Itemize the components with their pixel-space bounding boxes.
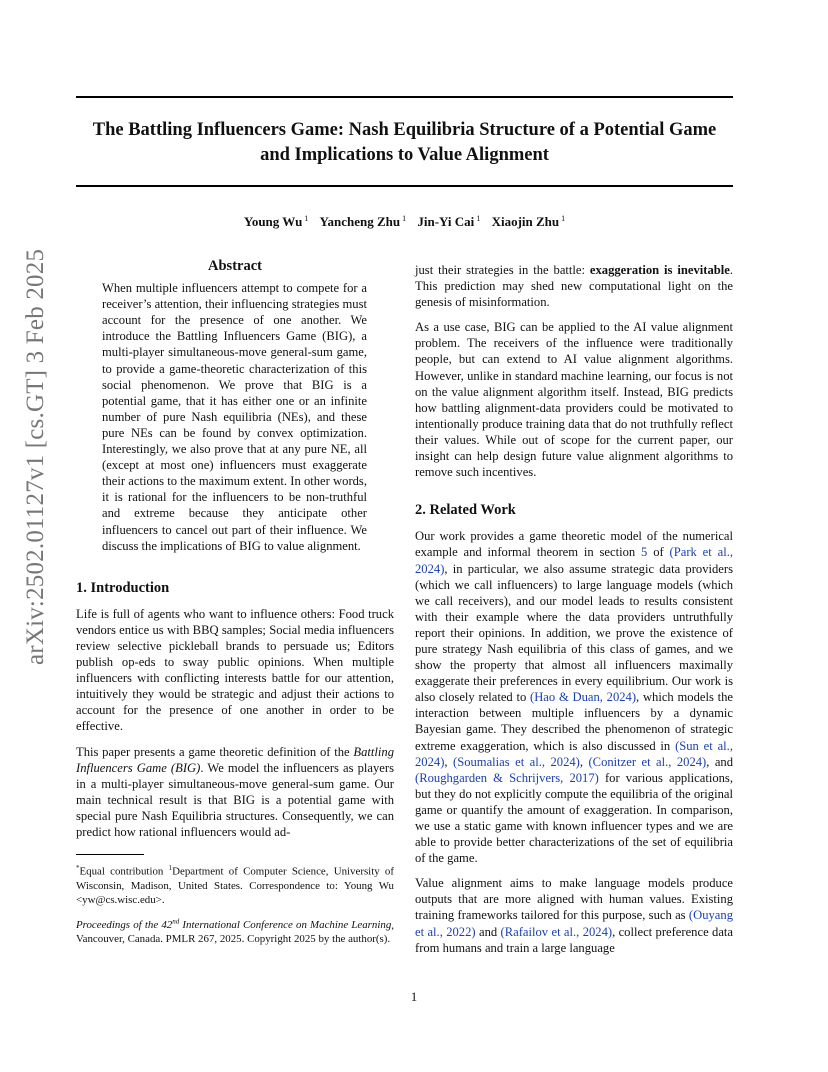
author-list xyxy=(76,214,733,230)
footnote-rule xyxy=(76,854,144,855)
author: Jin-Yi Cai $^1$ xyxy=(417,214,481,230)
intro-paragraph: This paper presents a game theoretic definition of the Battling Influencers Game (BIG). We model the influencers as players in a multi-player simultaneous-move general-sum game. Our main technical result is that BIG is a potential game with special pure Nash Equilibria structures. Consequently, we can predict how rational influencers would ad- xyxy=(76,744,394,839)
author: Young Wu $^1$ xyxy=(243,214,309,230)
title-rule-top xyxy=(76,96,733,98)
related-work-paragraph: Our work provides a game theoretic model of the numerical example and informal theorem in section 5 of (Park et al., 2024), in particular, we also assume strategic data providers (which we call influencers) to large language models (which we call receivers), and our model leads to results consistent with their example where the data providers untruthfully report their opinions. In addition, we prove the existence of pure strategy Nash equilibria of this class of games, and we show the property that almost all influencers maximally exaggerate their preferences in every equilibrium. Our work is also closely related to (Hao & Duan, 2024), which models the interaction between multiple influencers by a dynamic Bayesian game. They described the phenomenon of strategic extreme exaggeration, which is also discussed in (Sun et al., 2024), (Soumalias et al., 2024), (Conitzer et al., 2024), and (Roughgarden & Schrijvers, 2017) for various applications, but they do not explicitly compute the equilibria of the original game or quantify the amount of exaggeration. In comparison, we use a static game with known influencer types and we are able to provide better characterizations of the set of equilibria of the game. xyxy=(415,529,734,866)
author: Yancheng Zhu $^1$ xyxy=(319,214,407,230)
footnote-affiliation: *Equal contribution $^1$Department of Computer Science, University of Wisconsin, Madison, United States. Correspondence to: Young Wu <yw@cs.wisc.edu>. xyxy=(76,864,394,906)
citation-link[interactable]: (Soumalias et al., 2024) xyxy=(453,754,580,769)
paper-title: The Battling Influencers Game: Nash Equilibria Structure of a Potential Game and Implications to Value Alignment xyxy=(92,120,717,165)
citation-link[interactable]: (Roughgarden & Schrijvers, 2017) xyxy=(415,770,599,785)
left-column xyxy=(76,258,394,954)
author: Xiaojin Zhu $^1$ xyxy=(491,214,566,230)
citation-link[interactable]: (Conitzer et al., 2024) xyxy=(588,754,707,769)
citation-link[interactable]: (Ouyang et al., 2022) xyxy=(415,908,733,939)
citation-link[interactable]: (Rafailov et al., 2024) xyxy=(500,924,613,939)
citation-link[interactable]: (Park et al., 2024) xyxy=(415,545,733,576)
section-reference-link[interactable]: 5 xyxy=(641,545,648,560)
section-heading-introduction: 1. Introduction xyxy=(76,579,170,596)
page-number: 1 xyxy=(410,990,418,1004)
right-column xyxy=(415,262,733,965)
abstract-heading: Abstract xyxy=(208,258,262,274)
arxiv-identifier: arXiv:2502.01127v1 [cs.GT] 3 Feb 2025 xyxy=(22,248,49,665)
body-paragraph: just their strategies in the battle: exaggeration is inevitable. This prediction may shed new computational light on the genesis of misinformation. xyxy=(415,263,733,310)
abstract-text: When multiple influencers attempt to compete for a receiver’s attention, their influencing strategies must account for the presence of one another. We introduce the Battling Influencers Game (BIG), a multi-player simultaneous-move general-sum game, to provide a game-theoretic characterization of this social phenomenon. We prove that BIG is a potential game, that it has either one or an infinite number of pure Nash equilibria (NEs), and these pure NEs can be found by convex optimization. Interestingly, we also prove that at any pure NE, all (except at most one) influencers must exaggerate their actions to the maximum extent. In other words, it is rational for the influencers to be non-truthful and extreme because they anticipate other influencers to cancel out part of their influence. We discuss the implications of BIG to value alignment. xyxy=(102,281,367,553)
citation-link[interactable]: (Sun et al., 2024) xyxy=(415,738,733,769)
citation-link[interactable]: (Hao & Duan, 2024) xyxy=(530,690,637,705)
intro-paragraph: Life is full of agents who want to influence others: Food truck vendors entice us with BBQ samples; Social media influencers review selective pickleball brands to persuade us; Editors publish op-eds to sway public opinions. When multiple influencers with conflicting interests battle for our attention, intuitively they would be strategic and adjust their actions to account for the presence of one another in order to be effective. xyxy=(76,606,394,734)
body-paragraph: As a use case, BIG can be applied to the AI value alignment problem. The receivers of the influence were traditionally people, but can extend to AI value alignment algorithms. However, unlike in standard machine learning, our focus is not on the value alignment algorithm itself. Instead, BIG predicts how battling alignment-data providers could be motivated to intentionally produce training data that do not truthfully reflect their values. While out of scope for the current paper, our insight can help design future value alignment algorithms to remove such incentives. xyxy=(415,320,733,480)
value-alignment-paragraph: Value alignment aims to make language models produce outputs that are more aligned with human values. Existing training frameworks tailored for this purpose, such as (Ouyang et al., 2022) and (Rafailov et al., 2024), collect preference data from humans and train a large language xyxy=(415,876,733,955)
section-heading-related-work: 2. Related Work xyxy=(415,502,516,519)
footnote-proceedings: Proceedings of the 42nd International Conference on Machine Learning, Vancouver, Canada. PMLR 267, 2025. Copyright 2025 by the author(s). xyxy=(76,917,394,946)
title-rule-bottom xyxy=(76,185,733,187)
